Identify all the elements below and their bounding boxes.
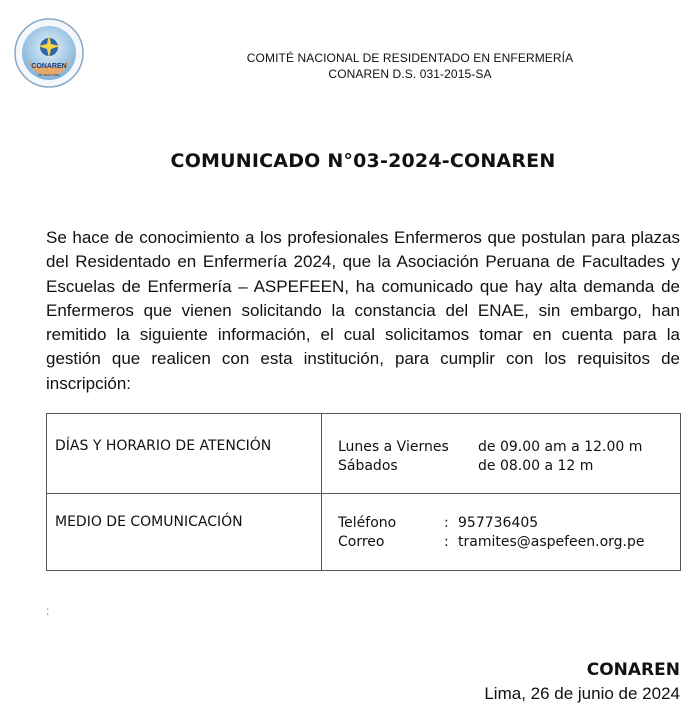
header	[200, 50, 620, 82]
row-label: DÍAS Y HORARIO DE ATENCIÓN	[47, 414, 322, 494]
contact-line	[338, 533, 672, 552]
contact-key: Correo	[338, 534, 385, 550]
document-title: COMUNICADO N°03-2024-CONAREN	[170, 150, 556, 172]
signature-block	[484, 660, 680, 704]
table-row	[47, 494, 681, 571]
schedule-hours: de 08.00 a 12 m	[478, 458, 594, 474]
row-value	[322, 494, 681, 571]
row-label: MEDIO DE COMUNICACIÓN	[47, 494, 322, 571]
header-line-2: CONAREN D.S. 031-2015-SA	[328, 67, 492, 81]
schedule-line	[338, 438, 672, 457]
conaren-logo	[14, 16, 84, 90]
logo-name: CONAREN	[31, 63, 67, 70]
body-paragraph: Se hace de conocimiento a los profesionales Enfermeros que postulan para plazas del Residentado en Enfermería 2024, que la Asociación Peruana de Facultades y Escuelas de Enfermería – ASPEFEEN, ha comunicado que hay alta demanda de Enfermeros que vienen solicitando la constancia del ENAE, sin embargo, han remitido la siguiente información, el cual solicitamos tomar en cuenta para la gestión que realicen con esta institución, para cumplir con los requisitos de inscripción:	[46, 228, 680, 393]
attention-info-table	[46, 413, 681, 571]
phone-number: 957736405	[458, 515, 539, 531]
contact-line	[338, 514, 672, 533]
logo-tagline: Un buen inicio	[37, 73, 61, 77]
table-row	[47, 414, 681, 494]
schedule-line	[338, 457, 672, 476]
signature-name: CONAREN	[586, 660, 680, 680]
contact-separator: :	[444, 534, 449, 550]
schedule-hours: de 09.00 am a 12.00 m	[478, 439, 643, 455]
row-value	[322, 414, 681, 494]
header-line-1: COMITÉ NACIONAL DE RESIDENTADO EN ENFERMERÍA	[246, 51, 574, 65]
signature-date: Lima, 26 de junio de 2024	[484, 684, 680, 703]
schedule-days: Sábados	[338, 458, 398, 474]
schedule-days: Lunes a Viernes	[338, 439, 449, 455]
email-address: tramites@aspefeen.org.pe	[458, 534, 645, 550]
stray-mark: :	[46, 604, 50, 618]
contact-key: Teléfono	[338, 515, 397, 531]
contact-separator: :	[444, 515, 449, 531]
